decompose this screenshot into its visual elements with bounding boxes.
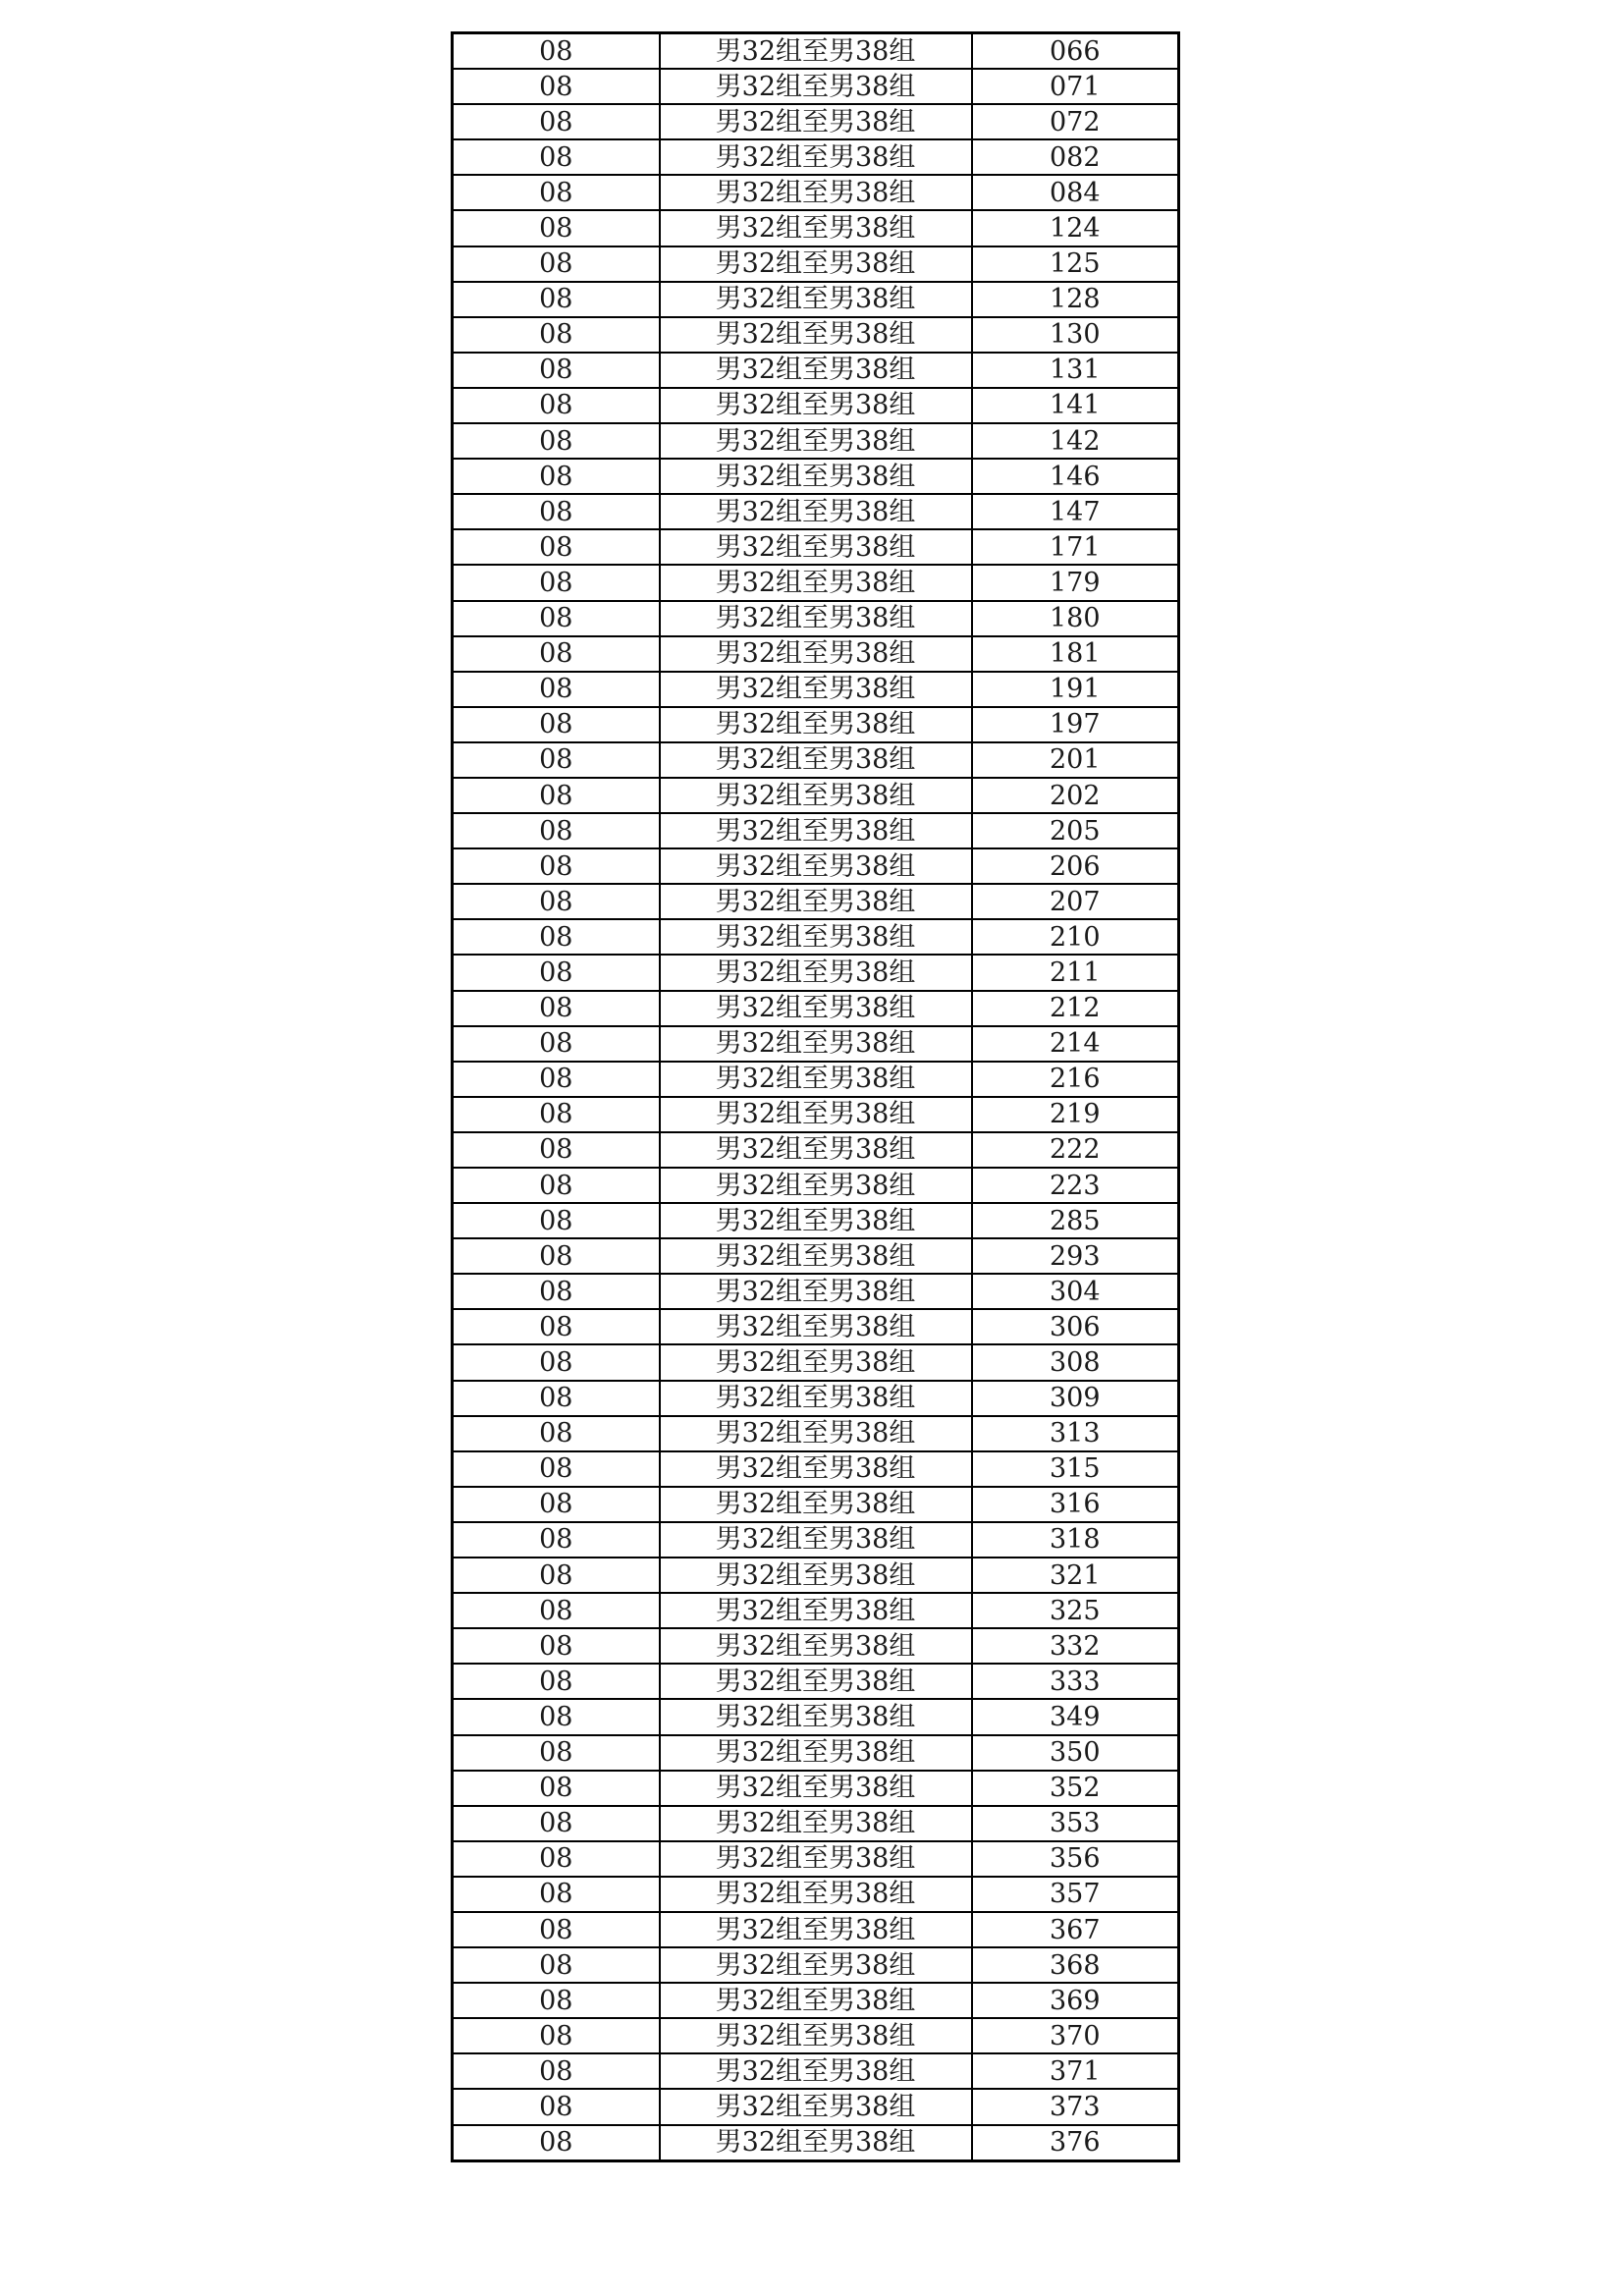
table-cell-group-range: 男32组至男38组	[660, 423, 972, 459]
table-row	[453, 1628, 1179, 1664]
table-cell-code: 08	[453, 246, 660, 282]
table-cell-number: 321	[972, 1558, 1179, 1593]
table-cell-code: 08	[453, 2018, 660, 2053]
table-row	[453, 919, 1179, 955]
table-cell-group-range: 男32组至男38组	[660, 210, 972, 246]
table-cell-group-range: 男32组至男38组	[660, 494, 972, 529]
table-row	[453, 459, 1179, 494]
table-cell-code: 08	[453, 1628, 660, 1664]
table-cell-number: 201	[972, 742, 1179, 778]
table-cell-code: 08	[453, 813, 660, 848]
table-cell-number: 147	[972, 494, 1179, 529]
table-cell-number: 210	[972, 919, 1179, 955]
table-cell-code: 08	[453, 1238, 660, 1274]
table-row	[453, 1947, 1179, 1983]
table-cell-code: 08	[453, 601, 660, 636]
table-row	[453, 1522, 1179, 1558]
table-cell-group-range: 男32组至男38组	[660, 1593, 972, 1628]
table-row	[453, 565, 1179, 600]
table-cell-number: 212	[972, 991, 1179, 1026]
table-cell-code: 08	[453, 1593, 660, 1628]
table-cell-number: 131	[972, 353, 1179, 388]
table-cell-code: 08	[453, 1771, 660, 1806]
table-cell-number: 146	[972, 459, 1179, 494]
table-cell-group-range: 男32组至男38组	[660, 848, 972, 884]
table-cell-number: 371	[972, 2053, 1179, 2089]
table-cell-group-range: 男32组至男38组	[660, 2089, 972, 2124]
table-cell-number: 304	[972, 1274, 1179, 1309]
table-row	[453, 139, 1179, 175]
table-cell-code: 08	[453, 459, 660, 494]
table-cell-group-range: 男32组至男38组	[660, 1381, 972, 1416]
table-cell-group-range: 男32组至男38组	[660, 1451, 972, 1487]
table-row	[453, 1983, 1179, 2018]
table-cell-number: 205	[972, 813, 1179, 848]
table-cell-number: 325	[972, 1593, 1179, 1628]
table-cell-number: 181	[972, 636, 1179, 672]
table-row	[453, 175, 1179, 210]
table-cell-group-range: 男32组至男38组	[660, 601, 972, 636]
table-cell-number: 367	[972, 1912, 1179, 1947]
table-cell-code: 08	[453, 848, 660, 884]
table-cell-group-range: 男32组至男38组	[660, 1841, 972, 1877]
table-cell-group-range: 男32组至男38组	[660, 282, 972, 317]
table-cell-code: 08	[453, 282, 660, 317]
table-row	[453, 1344, 1179, 1380]
table-row	[453, 1664, 1179, 1699]
table-cell-number: 332	[972, 1628, 1179, 1664]
table-cell-code: 08	[453, 1841, 660, 1877]
table-cell-group-range: 男32组至男38组	[660, 813, 972, 848]
table-cell-group-range: 男32组至男38组	[660, 1877, 972, 1912]
table-cell-group-range: 男32组至男38组	[660, 459, 972, 494]
table-cell-code: 08	[453, 1947, 660, 1983]
table-cell-code: 08	[453, 991, 660, 1026]
table-cell-number: 333	[972, 1664, 1179, 1699]
table-row	[453, 246, 1179, 282]
table-cell-group-range: 男32组至男38组	[660, 1699, 972, 1734]
table-row	[453, 2125, 1179, 2161]
table-cell-code: 08	[453, 175, 660, 210]
table-row	[453, 778, 1179, 813]
table-cell-number: 180	[972, 601, 1179, 636]
table-cell-number: 219	[972, 1097, 1179, 1132]
table-cell-number: 357	[972, 1877, 1179, 1912]
table-cell-group-range: 男32组至男38组	[660, 1026, 972, 1062]
table-row	[453, 353, 1179, 388]
table-row	[453, 1699, 1179, 1734]
table-row	[453, 210, 1179, 246]
table-row	[453, 1451, 1179, 1487]
table-cell-code: 08	[453, 1416, 660, 1451]
table-cell-number: 222	[972, 1132, 1179, 1168]
table-row	[453, 423, 1179, 459]
table-cell-group-range: 男32组至男38组	[660, 1416, 972, 1451]
table-cell-group-range: 男32组至男38组	[660, 104, 972, 139]
table-cell-code: 08	[453, 353, 660, 388]
table-cell-code: 08	[453, 1132, 660, 1168]
table-cell-number: 316	[972, 1487, 1179, 1522]
table-cell-number: 125	[972, 246, 1179, 282]
table-cell-number: 370	[972, 2018, 1179, 2053]
table-row	[453, 1274, 1179, 1309]
table-cell-number: 356	[972, 1841, 1179, 1877]
table-cell-code: 08	[453, 2125, 660, 2161]
table-row	[453, 1593, 1179, 1628]
table-cell-group-range: 男32组至男38组	[660, 2125, 972, 2161]
table-cell-code: 08	[453, 1983, 660, 2018]
table-cell-group-range: 男32组至男38组	[660, 2053, 972, 2089]
table-cell-group-range: 男32组至男38组	[660, 672, 972, 707]
table-cell-number: 141	[972, 388, 1179, 423]
table-row	[453, 494, 1179, 529]
table-cell-code: 08	[453, 778, 660, 813]
table-cell-group-range: 男32组至男38组	[660, 1735, 972, 1771]
table-cell-group-range: 男32组至男38组	[660, 991, 972, 1026]
table-cell-code: 08	[453, 210, 660, 246]
table-cell-code: 08	[453, 1274, 660, 1309]
table-cell-code: 08	[453, 1062, 660, 1097]
table-row	[453, 1097, 1179, 1132]
table-row	[453, 1238, 1179, 1274]
table-cell-code: 08	[453, 69, 660, 104]
table-cell-number: 071	[972, 69, 1179, 104]
table-cell-number: 315	[972, 1451, 1179, 1487]
table-cell-number: 202	[972, 778, 1179, 813]
table-cell-code: 08	[453, 636, 660, 672]
table-cell-number: 066	[972, 33, 1179, 70]
table-row	[453, 991, 1179, 1026]
data-table	[451, 31, 1180, 2162]
table-row	[453, 1416, 1179, 1451]
table-cell-number: 223	[972, 1168, 1179, 1203]
table-cell-group-range: 男32组至男38组	[660, 1983, 972, 2018]
table-cell-number: 206	[972, 848, 1179, 884]
table-cell-number: 191	[972, 672, 1179, 707]
table-cell-code: 08	[453, 919, 660, 955]
table-cell-number: 142	[972, 423, 1179, 459]
table-row	[453, 388, 1179, 423]
table-row	[453, 672, 1179, 707]
table-row	[453, 1203, 1179, 1238]
table-row	[453, 1309, 1179, 1344]
table-cell-group-range: 男32组至男38组	[660, 1628, 972, 1664]
table-cell-code: 08	[453, 1699, 660, 1734]
table-cell-group-range: 男32组至男38组	[660, 1806, 972, 1841]
table-cell-group-range: 男32组至男38组	[660, 1487, 972, 1522]
table-row	[453, 1558, 1179, 1593]
table-cell-number: 216	[972, 1062, 1179, 1097]
table-cell-code: 08	[453, 1806, 660, 1841]
table-cell-code: 08	[453, 1912, 660, 1947]
table-cell-number: 082	[972, 139, 1179, 175]
table-cell-number: 084	[972, 175, 1179, 210]
table-cell-group-range: 男32组至男38组	[660, 1168, 972, 1203]
table-cell-group-range: 男32组至男38组	[660, 1203, 972, 1238]
table-cell-number: 179	[972, 565, 1179, 600]
table-row	[453, 282, 1179, 317]
table-cell-code: 08	[453, 1097, 660, 1132]
table-cell-code: 08	[453, 955, 660, 990]
table-cell-number: 350	[972, 1735, 1179, 1771]
table-cell-group-range: 男32组至男38组	[660, 2018, 972, 2053]
table-cell-code: 08	[453, 2053, 660, 2089]
table-cell-code: 08	[453, 565, 660, 600]
table-cell-code: 08	[453, 1451, 660, 1487]
table-cell-number: 368	[972, 1947, 1179, 1983]
table-cell-code: 08	[453, 742, 660, 778]
table-cell-number: 214	[972, 1026, 1179, 1062]
table-cell-code: 08	[453, 1877, 660, 1912]
table-row	[453, 1062, 1179, 1097]
table-row	[453, 1877, 1179, 1912]
table-cell-code: 08	[453, 1735, 660, 1771]
table-cell-group-range: 男32组至男38组	[660, 1522, 972, 1558]
table-cell-group-range: 男32组至男38组	[660, 565, 972, 600]
table-cell-number: 376	[972, 2125, 1179, 2161]
table-cell-number: 207	[972, 884, 1179, 919]
table-cell-group-range: 男32组至男38组	[660, 742, 972, 778]
table-cell-number: 171	[972, 529, 1179, 565]
table-cell-code: 08	[453, 494, 660, 529]
table-cell-code: 08	[453, 104, 660, 139]
table-cell-code: 08	[453, 1522, 660, 1558]
table-row	[453, 1487, 1179, 1522]
table-row	[453, 707, 1179, 742]
table-row	[453, 955, 1179, 990]
table-row	[453, 1132, 1179, 1168]
table-cell-number: 293	[972, 1238, 1179, 1274]
table-cell-number: 211	[972, 955, 1179, 990]
table-row	[453, 1771, 1179, 1806]
table-cell-code: 08	[453, 33, 660, 70]
table-cell-number: 124	[972, 210, 1179, 246]
table-cell-code: 08	[453, 1381, 660, 1416]
table-cell-number: 285	[972, 1203, 1179, 1238]
table-cell-code: 08	[453, 317, 660, 353]
table-cell-code: 08	[453, 1203, 660, 1238]
table-cell-group-range: 男32组至男38组	[660, 69, 972, 104]
table-cell-number: 072	[972, 104, 1179, 139]
table-cell-group-range: 男32组至男38组	[660, 1097, 972, 1132]
table-cell-group-range: 男32组至男38组	[660, 529, 972, 565]
table-cell-code: 08	[453, 139, 660, 175]
table-cell-number: 352	[972, 1771, 1179, 1806]
table-cell-group-range: 男32组至男38组	[660, 1274, 972, 1309]
table-row	[453, 742, 1179, 778]
table-cell-group-range: 男32组至男38组	[660, 1771, 972, 1806]
table-cell-number: 130	[972, 317, 1179, 353]
table-cell-number: 306	[972, 1309, 1179, 1344]
table-cell-code: 08	[453, 884, 660, 919]
table-cell-group-range: 男32组至男38组	[660, 636, 972, 672]
table-cell-code: 08	[453, 1026, 660, 1062]
table-cell-group-range: 男32组至男38组	[660, 1309, 972, 1344]
table-cell-code: 08	[453, 1558, 660, 1593]
table-row	[453, 2053, 1179, 2089]
table-cell-number: 318	[972, 1522, 1179, 1558]
table-cell-group-range: 男32组至男38组	[660, 139, 972, 175]
table-cell-number: 313	[972, 1416, 1179, 1451]
table-cell-code: 08	[453, 388, 660, 423]
table-row	[453, 1381, 1179, 1416]
table-cell-code: 08	[453, 423, 660, 459]
table-row	[453, 317, 1179, 353]
table-cell-number: 373	[972, 2089, 1179, 2124]
table-row	[453, 1735, 1179, 1771]
table-row	[453, 813, 1179, 848]
table-row	[453, 1912, 1179, 1947]
table-row	[453, 1841, 1179, 1877]
table-row	[453, 1806, 1179, 1841]
table-row	[453, 848, 1179, 884]
table-cell-code: 08	[453, 1309, 660, 1344]
table-cell-code: 08	[453, 672, 660, 707]
table-cell-group-range: 男32组至男38组	[660, 1947, 972, 1983]
table-cell-group-range: 男32组至男38组	[660, 1344, 972, 1380]
table-cell-code: 08	[453, 1344, 660, 1380]
table-cell-number: 353	[972, 1806, 1179, 1841]
table-cell-group-range: 男32组至男38组	[660, 33, 972, 70]
table-cell-group-range: 男32组至男38组	[660, 1912, 972, 1947]
table-cell-group-range: 男32组至男38组	[660, 388, 972, 423]
table-body	[453, 33, 1179, 2161]
table-row	[453, 1026, 1179, 1062]
table-cell-code: 08	[453, 1664, 660, 1699]
table-cell-number: 128	[972, 282, 1179, 317]
table-cell-number: 369	[972, 1983, 1179, 2018]
table-row	[453, 104, 1179, 139]
table-cell-group-range: 男32组至男38组	[660, 1558, 972, 1593]
table-cell-group-range: 男32组至男38组	[660, 246, 972, 282]
table-cell-code: 08	[453, 707, 660, 742]
table-cell-group-range: 男32组至男38组	[660, 1062, 972, 1097]
table-row	[453, 33, 1179, 70]
table-cell-code: 08	[453, 529, 660, 565]
table-cell-group-range: 男32组至男38组	[660, 884, 972, 919]
table-cell-group-range: 男32组至男38组	[660, 175, 972, 210]
table-cell-group-range: 男32组至男38组	[660, 955, 972, 990]
table-row	[453, 1168, 1179, 1203]
table-cell-number: 349	[972, 1699, 1179, 1734]
table-cell-number: 309	[972, 1381, 1179, 1416]
table-cell-group-range: 男32组至男38组	[660, 1132, 972, 1168]
table-cell-group-range: 男32组至男38组	[660, 778, 972, 813]
table-cell-number: 197	[972, 707, 1179, 742]
table-cell-code: 08	[453, 1487, 660, 1522]
table-cell-code: 08	[453, 2089, 660, 2124]
table-row	[453, 884, 1179, 919]
table-row	[453, 2018, 1179, 2053]
table-cell-group-range: 男32组至男38组	[660, 919, 972, 955]
table-cell-group-range: 男32组至男38组	[660, 353, 972, 388]
table-row	[453, 636, 1179, 672]
table-row	[453, 601, 1179, 636]
table-cell-group-range: 男32组至男38组	[660, 317, 972, 353]
table-row	[453, 2089, 1179, 2124]
table-cell-code: 08	[453, 1168, 660, 1203]
table-row	[453, 69, 1179, 104]
table-cell-group-range: 男32组至男38组	[660, 1238, 972, 1274]
table-cell-group-range: 男32组至男38组	[660, 707, 972, 742]
table-cell-number: 308	[972, 1344, 1179, 1380]
table-cell-group-range: 男32组至男38组	[660, 1664, 972, 1699]
table-row	[453, 529, 1179, 565]
